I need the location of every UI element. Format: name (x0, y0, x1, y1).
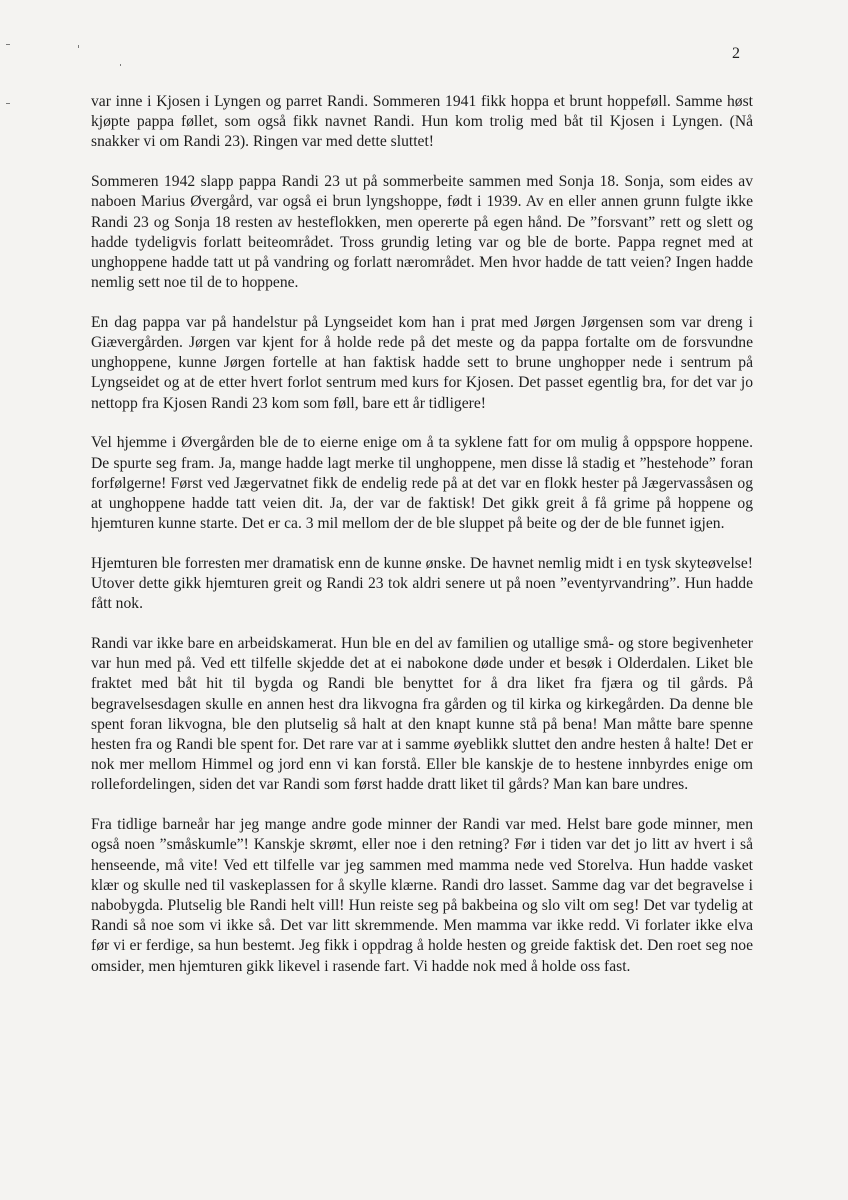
paragraph-5: Hjemturen ble forresten mer dramatisk enn de kunne ønske. De havnet nemlig midt i en tysk skyteøvelse! Utover dette gikk hjemturen greit og Randi 23 tok aldri senere ut på noen ”eventyrvandring”. Hun hadde fått nok. (91, 554, 753, 613)
page-number: 2 (732, 45, 740, 62)
scan-mark (6, 44, 10, 45)
scan-mark (120, 64, 121, 66)
paragraph-7: Fra tidlige barneår har jeg mange andre gode minner der Randi var med. Helst bare gode minner, men også noen ”småskumle”! Kanskje skrømt, eller noe i den retning? Før i tiden var det jo litt av hvert i så henseende, må vite! Ved ett tilfelle var jeg sammen med mamma nede ved Storelva. Hun hadde vasket klær og skulle ned til vaskeplassen for å skylle klærne. Randi dro lasset. Samme dag var det begravelse i nabobygda. Plutselig ble Randi helt vill! Hun reiste seg på bakbeina og slo vilt om seg! Det var tydelig at Randi så noe som vi ikke så. Det var litt skremmende. Men mamma var ikke redd. Vi forlater ikke elva før vi er ferdige, sa hun bestemt. Jeg fikk i oppdrag å holde hesten og greide faktisk det. Den roet seg noe omsider, men hjemturen gikk likevel i rasende fart. Vi hadde nok med å holde oss fast. (91, 816, 753, 975)
paragraph-1: var inne i Kjosen i Lyngen og parret Randi. Sommeren 1941 fikk hoppa et brunt hoppeføll. Samme høst kjøpte pappa føllet, som også fikk navnet Randi. Hun kom trolig med båt til Kjosen i Lyngen. (Nå snakker vi om Randi 23). Ringen var med dette sluttet! (91, 93, 753, 151)
scan-mark (78, 45, 79, 48)
paragraph-6: Randi var ikke bare en arbeidskamerat. Hun ble en del av familien og utallige små- og store begivenheter var hun med på. Ved ett tilfelle skjedde det at ei nabokone døde under et besøk i Olderdalen. Liket ble fraktet med båt hit til bygda og Randi ble benyttet for å dra liket fra fjæra og til gårds. På begravelsesdagen skulle en annen hest dra likvogna fra gården og til kirka og kirkegården. Da denne ble spent foran likvogna, ble den plutselig så halt at den knapt kunne stå på bena! Man måtte bare spenne hesten fra og Randi ble spent for. Det rare var at i samme øyeblikk sluttet den andre hesten å halte! Det er nok mer mellom Himmel og jord enn vi kan forstå. Eller ble kanskje de to hestene innbyrdes enige om rollefordelingen, siden det var Randi som først hadde dratt liket til gårds? Man kan bare undres. (91, 634, 753, 794)
paragraph-3: En dag pappa var på handelstur på Lyngseidet kom han i prat med Jørgen Jørgensen som var dreng i Giævergården. Jørgen var kjent for å holde rede på det meste og da pappa fortalte om de forsvundne unghoppene, kunne Jørgen fortelle at han faktisk hadde sett to brune unghopper nede i sentrum på Lyngseidet og at de etter hvert forlot sentrum med kurs for Kjosen. Det passet egentlig bra, for det var jo nettopp fra Kjosen Randi 23 kom som føll, bare ett år tidligere! (91, 313, 753, 412)
scan-mark (6, 103, 10, 104)
document-body (91, 92, 753, 977)
paragraph-2: Sommeren 1942 slapp pappa Randi 23 ut på sommerbeite sammen med Sonja 18. Sonja, som eides av naboen Marius Øvergård, var også ei brun lyngshoppe, født i 1939. Av en eller annen grunn fulgte ikke Randi 23 og Sonja 18 resten av hesteflokken, men opererte på egen hånd. De ”forsvant” rett og slett og hadde tydeligvis forlatt beiteområdet. Tross grundig leting var og ble de borte. Pappa regnet med at unghoppene hadde tatt ut på vandring og forlatt nærområdet. Men hvor hadde de tatt veien? Ingen hadde nemlig sett noe til de to hoppene. (91, 173, 753, 292)
paragraph-4: Vel hjemme i Øvergården ble de to eierne enige om å ta syklene fatt for om mulig å oppspore hoppene. De spurte seg fram. Ja, mange hadde lagt merke til unghoppene, men disse lå stadig et ”hestehode” foran forfølgerne! Først ved Jægervatnet fikk de endelig rede på at det var en flokk hester på Jægervassåsen og at unghoppene hadde tatt veien dit. Ja, der var de faktisk! Det gikk greit å få grime på hoppene og hjemturen kunne starte. Det er ca. 3 mil mellom der de ble sluppet på beite og der de ble funnet igjen. (91, 434, 753, 533)
